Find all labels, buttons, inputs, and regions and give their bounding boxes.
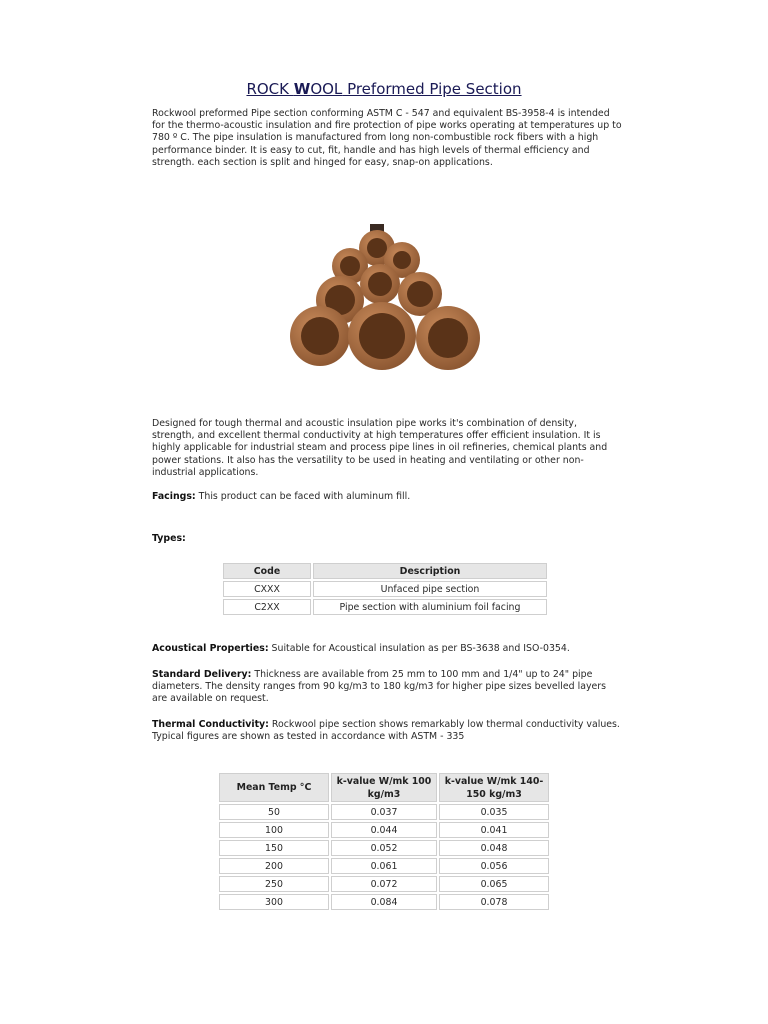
title-part: OOL — [310, 80, 343, 98]
table-cell: 0.061 — [331, 858, 437, 874]
table-cell: 0.072 — [331, 876, 437, 892]
table-cell: 0.052 — [331, 840, 437, 856]
column-header: k-value W/mk 140-150 kg/m3 — [439, 773, 549, 802]
table-cell: 150 — [219, 840, 329, 856]
pipe-stack — [290, 224, 480, 370]
conductivity-table — [217, 771, 551, 912]
facings-label: Facings: — [152, 491, 196, 502]
table-cell: 0.044 — [331, 822, 437, 838]
table-cell: 0.041 — [439, 822, 549, 838]
designed-paragraph: Designed for tough thermal and acoustic insulation pipe works it's combination of density, strength, and excellent thermal conductivity at high temperatures offer efficient insulation. It is highly applicable for industrial steam and process pipe lines in oil refineries, chemical plants and power stations. It also has the versatility to be used in heating and ventilating or other non-industrial applications. — [152, 418, 608, 478]
table-cell: 100 — [219, 822, 329, 838]
table-cell: 250 — [219, 876, 329, 892]
facings-paragraph — [152, 491, 622, 503]
delivery-label: Standard Delivery: — [152, 669, 252, 680]
delivery-text: Thickness are available from 25 mm to 100 mm and 1/4" up to 24" pipe diameters. The density ranges from 90 kg/m3 to 180 kg/m3 for higher pipe sizes bevelled layers are available on request. — [152, 669, 606, 705]
title-part: ROCK — [246, 80, 294, 98]
table-cell: 0.065 — [439, 876, 549, 892]
acoustical-paragraph — [152, 643, 622, 655]
types-label: Types: — [152, 533, 186, 544]
table-cell: 300 — [219, 894, 329, 910]
table-header-row — [223, 563, 547, 579]
facings-text: This product can be faced with aluminum fill. — [195, 491, 411, 502]
table-row — [219, 858, 549, 874]
table-cell: Pipe section with aluminium foil facing — [313, 599, 547, 615]
thermal-paragraph — [152, 719, 622, 743]
column-header: Description — [313, 563, 547, 579]
table-cell: 0.048 — [439, 840, 549, 856]
thermal-text: Rockwool pipe section shows remarkably low thermal conductivity values. Typical figures are shown as tested in accordance with ASTM - 335 — [152, 719, 620, 743]
table-row — [219, 876, 549, 892]
column-header: Code — [223, 563, 311, 579]
column-header: Mean Temp °C — [219, 773, 329, 802]
page-title — [0, 80, 768, 98]
table-cell: 0.037 — [331, 804, 437, 820]
table-row — [219, 894, 549, 910]
table-cell: 0.078 — [439, 894, 549, 910]
table-cell: CXXX — [223, 581, 311, 597]
table-row — [219, 822, 549, 838]
table-row — [223, 581, 547, 597]
acoustical-text: Suitable for Acoustical insulation as per BS-3638 and ISO-0354. — [268, 643, 570, 654]
table-cell: 0.056 — [439, 858, 549, 874]
pipe-sections-image — [282, 222, 486, 372]
title-part: W — [293, 80, 311, 98]
table-cell: Unfaced pipe section — [313, 581, 547, 597]
delivery-paragraph — [152, 669, 622, 706]
types-heading — [152, 533, 622, 545]
table-cell: 0.035 — [439, 804, 549, 820]
table-row — [219, 804, 549, 820]
column-header: k-value W/mk 100 kg/m3 — [331, 773, 437, 802]
table-row — [219, 840, 549, 856]
table-cell: C2XX — [223, 599, 311, 615]
table-cell: 0.084 — [331, 894, 437, 910]
thermal-label: Thermal Conductivity: — [152, 719, 269, 730]
title-part: Preformed Pipe Section — [342, 80, 522, 98]
table-row — [223, 599, 547, 615]
types-table — [221, 561, 549, 617]
table-cell: 50 — [219, 804, 329, 820]
acoustical-label: Acoustical Properties: — [152, 643, 269, 654]
intro-paragraph: Rockwool preformed Pipe section conforming ASTM C - 547 and equivalent BS-3958-4 is intended for the thermo-acoustic insulation and fire protection of pipe works operating at temperatures up to 780 º C. The pipe insulation is manufactured from long non-combustible rock fibers with a high performance binder. It is easy to cut, fit, handle and has high levels of thermal efficiency and strength. each section is split and hinged for easy, snap-on applications. — [152, 108, 622, 168]
table-cell: 200 — [219, 858, 329, 874]
table-header-row — [219, 773, 549, 802]
